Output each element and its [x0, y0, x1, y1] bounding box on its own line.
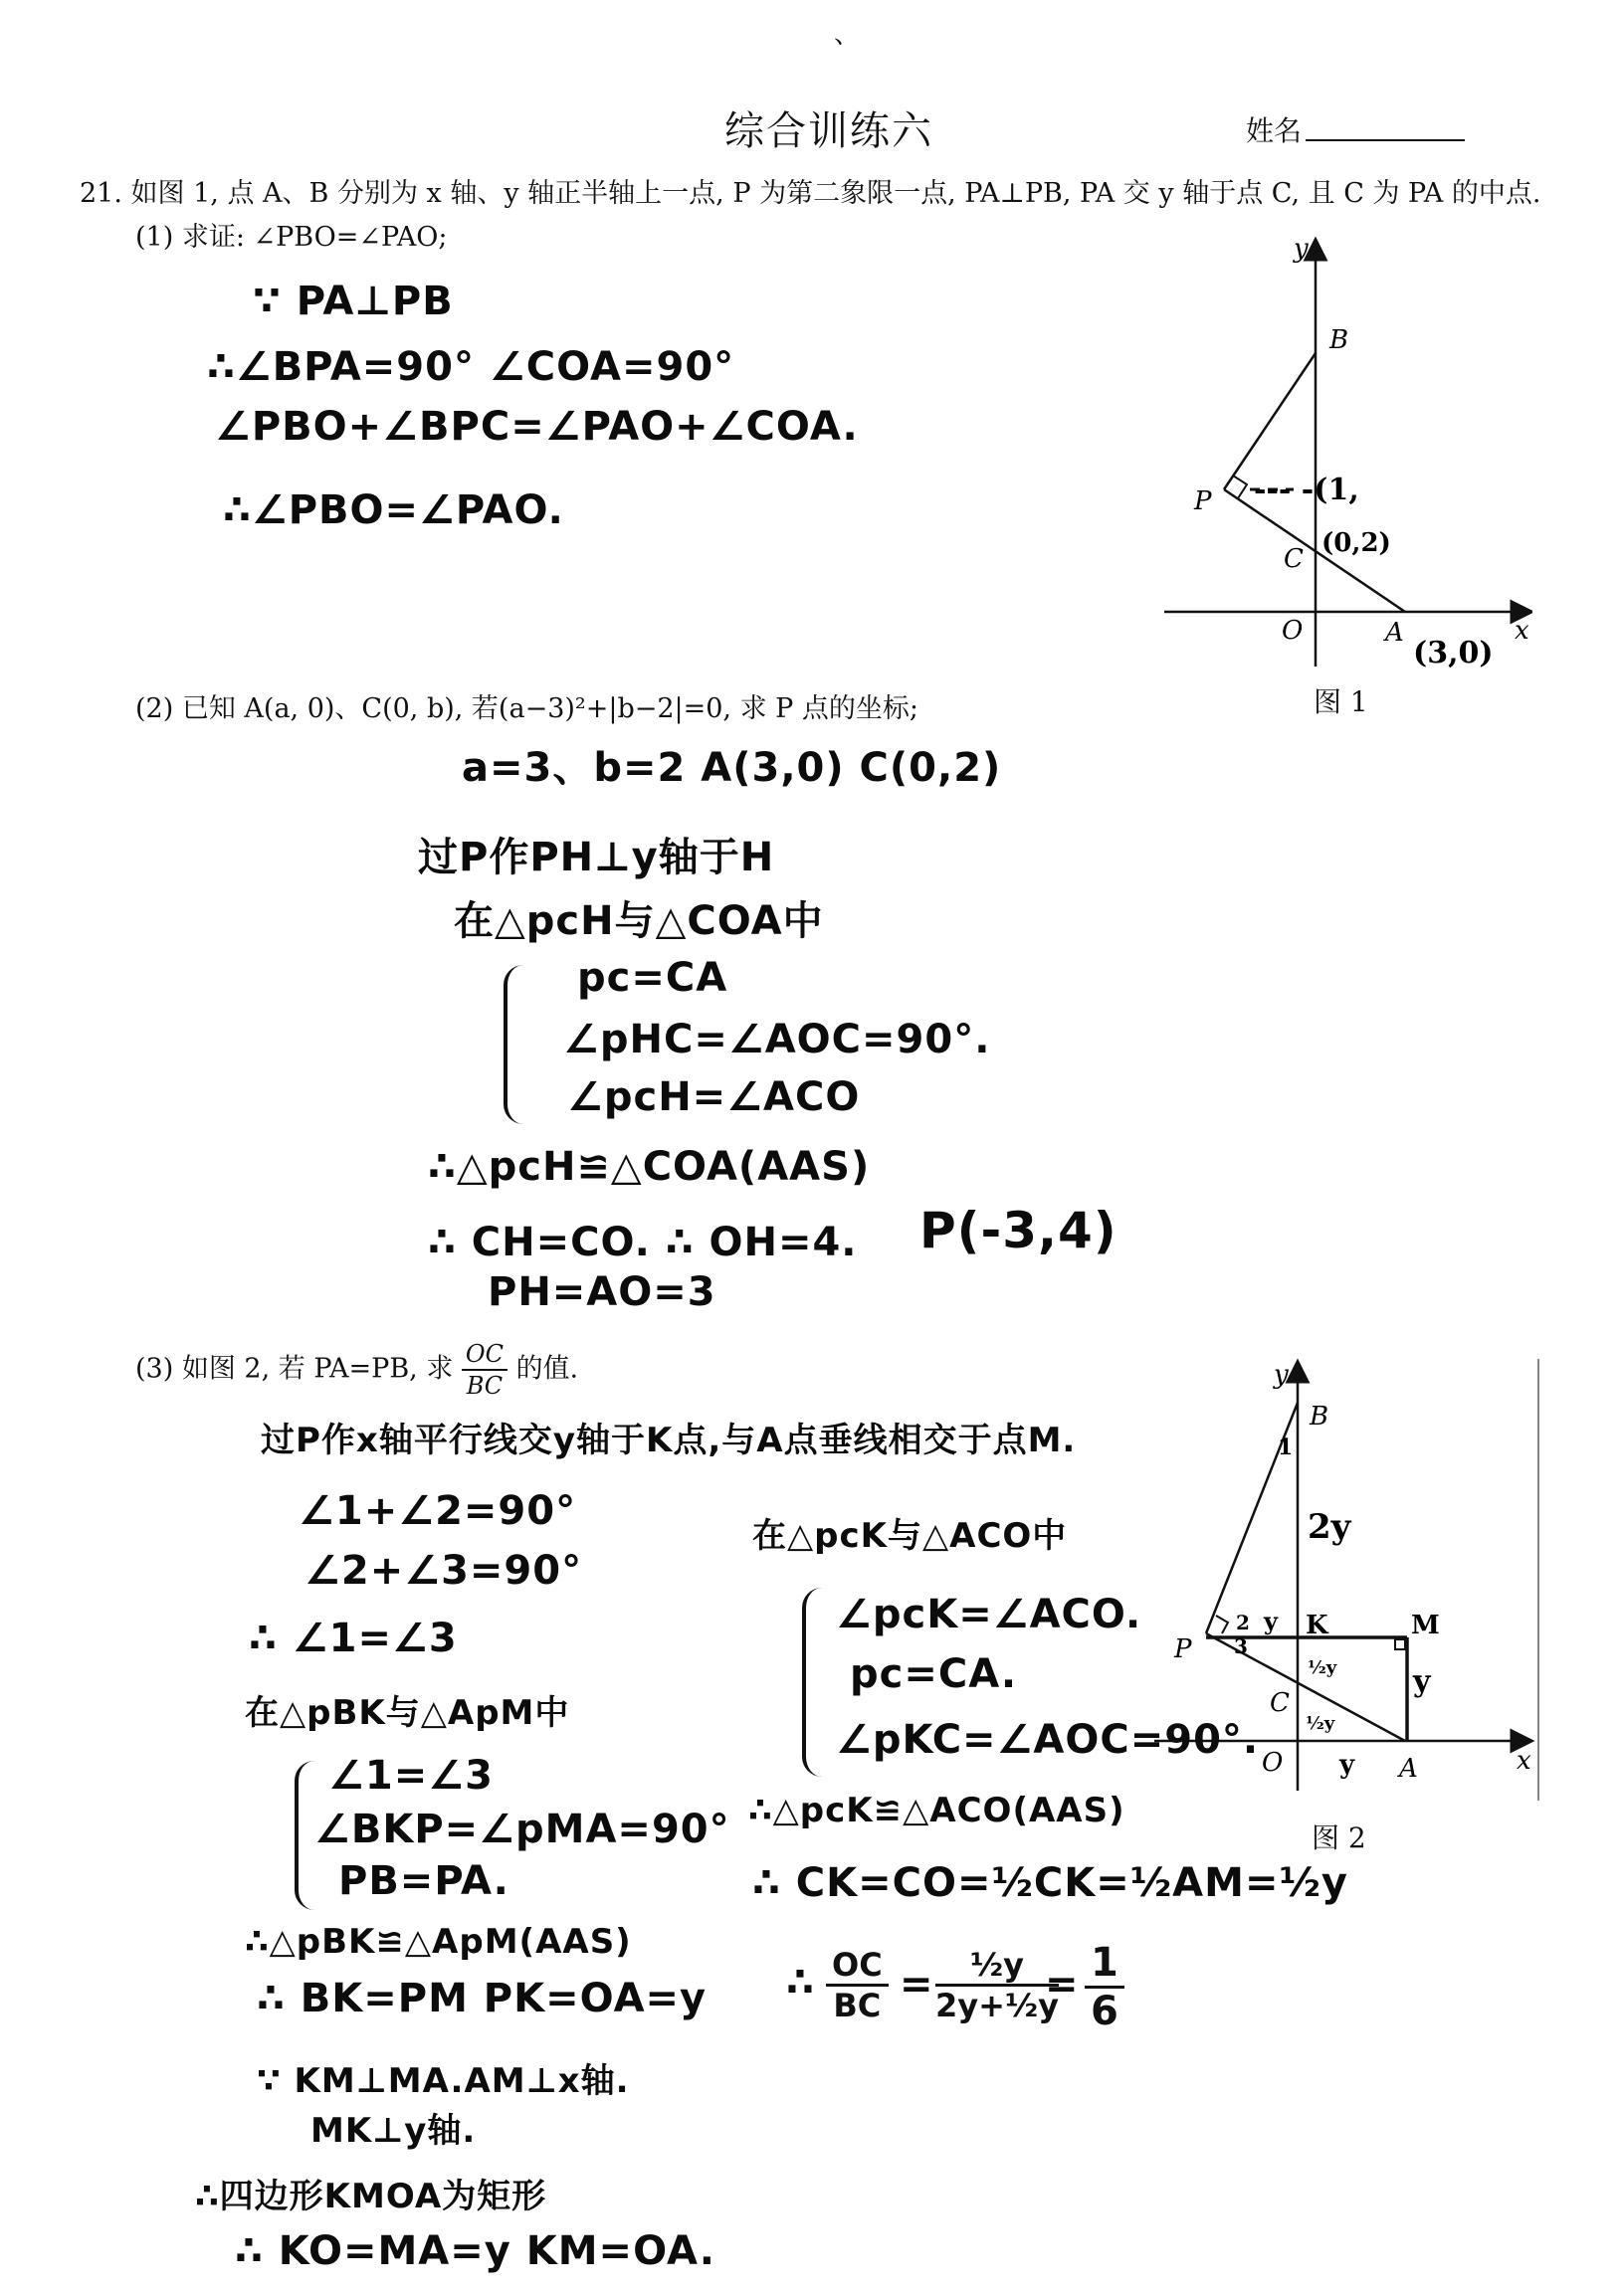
hw-p1-line1: ∵ PA⊥PB [253, 279, 454, 324]
hw-p2-brace-line1: pc=CA [577, 955, 728, 1001]
fig2-label-x: x [1517, 1746, 1531, 1776]
hw-p2-brace [504, 965, 523, 1124]
hw-p3-left-3: ∴ ∠1=∠3 [249, 1616, 458, 1661]
fig2-right-angle-p [1216, 1616, 1228, 1633]
problem-stem: 21. 如图 1, 点 A、B 分别为 x 轴、y 轴正半轴上一点, P 为第二象限一点, PA⊥PB, PA 交 y 轴于点 C, 且 C 为 PA 的中点. [80, 178, 1541, 209]
hw-p3-right-brace-2: pc=CA. [850, 1651, 1018, 1697]
hw-p3-intro: 过P作x轴平行线交y轴于K点,与A点垂线相交于点M. [261, 1421, 1077, 1460]
hw-p3-frac1-den: BC [833, 1987, 882, 2024]
fig2-note-co-half: ½y [1306, 1713, 1335, 1734]
hw-p3-frac-values [935, 1946, 1059, 2024]
hw-p3-left-8: MK⊥y轴. [310, 2111, 477, 2151]
hw-p3-left-brace-2: ∠BKP=∠pMA=90° [314, 1807, 730, 1852]
fig2-label-y: y [1274, 1360, 1289, 1390]
fig2-note-kc-half: ½y [1308, 1657, 1337, 1678]
part3-prefix: (3) 如图 2, 若 PA=PB, 求 [135, 1353, 454, 1385]
fig2-right-angle-m [1395, 1639, 1405, 1649]
hw-p3-frac3-den: 6 [1091, 1989, 1118, 2034]
hw-p2-brace-line2: ∠pHC=∠AOC=90°. [563, 1017, 991, 1062]
hw-p3-frac2-den: 2y+½y [935, 1987, 1059, 2024]
fig1-label-x: x [1515, 616, 1529, 646]
hw-p3-right-brace-1: ∠pcK=∠ACO. [836, 1592, 1142, 1637]
fig1-label-y: y [1294, 234, 1309, 264]
hw-p3-frac3-num: 1 [1085, 1940, 1124, 1989]
hw-p3-final-therefore: ∴ [786, 1960, 815, 2006]
fig1-note-a: (3,0) [1413, 636, 1494, 670]
page-title: 综合训练六 [724, 108, 933, 154]
hw-p3-frac-oc-bc [826, 1946, 889, 2024]
hw-p1-line3: ∠PBO+∠BPC=∠PAO+∠COA. [215, 404, 859, 450]
part1-prompt: (1) 求证: ∠PBO=∠PAO; [135, 222, 448, 253]
hw-p3-frac2-num: ½y [935, 1946, 1059, 1987]
figure-1 [1154, 229, 1532, 696]
fig2-note-oa-y: y [1339, 1750, 1355, 1780]
part3-suffix: 的值. [515, 1353, 579, 1385]
hw-p2-line2: 过P作PH⊥y轴于H [418, 835, 775, 880]
hw-p2-line5: ∴ CH=CO. ∴ OH=4. [428, 1220, 858, 1265]
hw-p3-right-4: ∴△pcK≌△ACO(AAS) [748, 1791, 1125, 1830]
fig1-note-c: (0,2) [1321, 528, 1391, 558]
hw-p3-left-1: ∠1+∠2=90° [299, 1488, 577, 1534]
hw-p3-left-6: ∴ BK=PM PK=OA=y [257, 1976, 708, 2021]
hw-p3-left-10: ∴ KO=MA=y KM=OA. [235, 2228, 715, 2274]
part3-frac-den: BC [466, 1372, 504, 1400]
fig2-note-2y: 2y [1308, 1507, 1351, 1547]
hw-p3-eq1: = [900, 1962, 934, 2008]
fig2-label-k: K [1306, 1611, 1328, 1640]
figure-2-caption: 图 2 [1312, 1821, 1366, 1854]
hw-p3-left-brace [295, 1761, 314, 1910]
hw-p2-line4: ∴△pcH≌△COA(AAS) [428, 1144, 871, 1190]
fig1-right-angle-mark [1233, 476, 1247, 498]
hw-p3-left-5: ∴△pBK≌△ApM(AAS) [245, 1922, 632, 1962]
fig1-label-c: C [1284, 544, 1304, 574]
part2-prompt: (2) 已知 A(a, 0)、C(0, b), 若(a−3)²+|b−2|=0, 求 P 点的坐标; [135, 693, 919, 724]
fig2-note-1: 1 [1278, 1435, 1294, 1460]
fig1-segment-pb [1224, 353, 1316, 489]
part3-prompt [135, 1339, 578, 1401]
hw-p3-right-brace [802, 1588, 822, 1777]
hw-p3-left-4: 在△pBK与△ApM中 [245, 1693, 570, 1733]
corner-mark: 、 [834, 20, 861, 50]
hw-p2-answer: P(-3,4) [919, 1202, 1117, 1259]
fig2-note-2: 2 [1236, 1611, 1250, 1634]
hw-p3-frac1-num: OC [826, 1946, 889, 1987]
fig1-note-h: --- -(1, [1254, 473, 1359, 507]
hw-p3-left-brace-3: PB=PA. [338, 1858, 509, 1904]
name-label: 姓名 [1246, 114, 1303, 147]
fig2-note-3: 3 [1234, 1634, 1248, 1658]
fig2-note-ma-y: y [1413, 1664, 1431, 1699]
hw-p2-line1: a=3、b=2 A(3,0) C(0,2) [462, 745, 1002, 791]
hw-p3-right-brace-3: ∠pKC=∠AOC=90°. [836, 1717, 1260, 1763]
hw-p3-frac-result [1085, 1940, 1124, 2034]
fig2-label-m: M [1411, 1611, 1440, 1640]
fig2-label-a: A [1399, 1754, 1418, 1784]
hw-p3-left-7: ∵ KM⊥MA.AM⊥x轴. [257, 2061, 630, 2101]
hw-p3-left-2: ∠2+∠3=90° [304, 1548, 583, 1594]
fig2-label-c: C [1270, 1688, 1290, 1718]
name-blank-line [1306, 139, 1465, 141]
hw-p3-right-5: ∴ CK=CO=½CK=½AM=½y [752, 1860, 1348, 1906]
fig1-label-p: P [1194, 486, 1212, 516]
hw-p2-line3: 在△pcH与△COA中 [454, 898, 824, 944]
fig2-label-p: P [1174, 1634, 1192, 1664]
hw-p1-line2: ∴∠BPA=90° ∠COA=90° [207, 344, 735, 390]
fig1-label-b: B [1329, 325, 1349, 355]
hw-p3-left-brace-1: ∠1=∠3 [328, 1753, 494, 1799]
fig2-note-pk-y: y [1264, 1607, 1278, 1635]
fig1-label-a: A [1385, 618, 1404, 648]
fig2-label-o: O [1262, 1748, 1284, 1778]
hw-p1-line4: ∴∠PBO=∠PAO. [223, 487, 564, 533]
hw-p2-line7: PH=AO=3 [488, 1269, 716, 1315]
fig2-label-b: B [1310, 1402, 1329, 1432]
part3-frac-num: OC [462, 1339, 508, 1371]
hw-p3-eq2: = [1045, 1962, 1080, 2008]
hw-p3-left-9: ∴四边形KMOA为矩形 [195, 2177, 547, 2216]
figure-1-caption: 图 1 [1314, 685, 1368, 718]
hw-p2-brace-line3: ∠pcH=∠ACO [567, 1074, 861, 1120]
part3-fraction [462, 1339, 508, 1401]
fig1-label-o: O [1282, 616, 1304, 646]
hw-p3-right-title: 在△pcK与△ACO中 [752, 1516, 1068, 1556]
